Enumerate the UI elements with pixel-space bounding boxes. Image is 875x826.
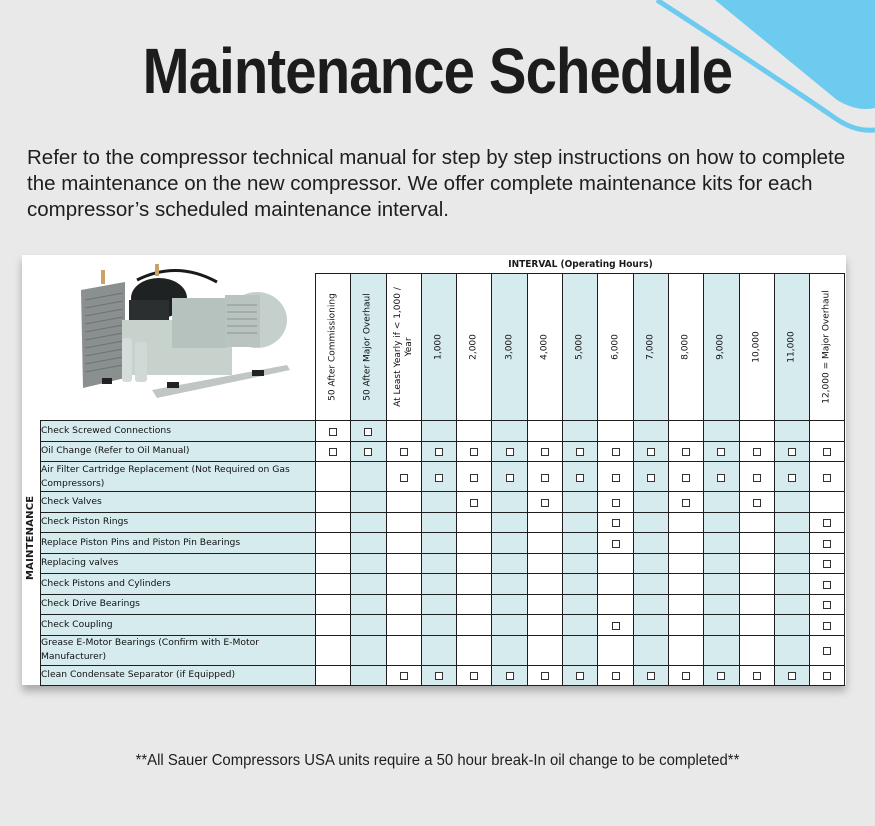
checkbox-icon[interactable] (400, 448, 408, 456)
checkbox-icon[interactable] (788, 474, 796, 482)
interval-cell (774, 462, 809, 492)
table-row (41, 594, 845, 615)
checkbox-icon[interactable] (612, 519, 620, 527)
interval-cell (351, 462, 386, 492)
interval-cell (633, 615, 668, 636)
interval-cell (386, 553, 421, 574)
interval-cell (527, 462, 562, 492)
interval-cell (668, 492, 703, 513)
interval-cell (316, 533, 351, 554)
interval-cell (421, 462, 456, 492)
checkbox-icon[interactable] (576, 672, 584, 680)
interval-cell (421, 421, 456, 442)
interval-cell (739, 615, 774, 636)
checkbox-icon[interactable] (612, 474, 620, 482)
interval-cell (563, 533, 598, 554)
interval-cell (527, 665, 562, 686)
col-header: 10,000 (739, 274, 774, 421)
checkbox-icon[interactable] (470, 499, 478, 507)
interval-cell (492, 533, 527, 554)
interval-cell (421, 574, 456, 595)
interval-cell (739, 512, 774, 533)
checkbox-icon[interactable] (682, 672, 690, 680)
checkbox-icon[interactable] (788, 448, 796, 456)
interval-cell (492, 512, 527, 533)
interval-cell (633, 553, 668, 574)
checkbox-icon[interactable] (823, 474, 831, 482)
maintenance-grid (40, 273, 845, 686)
header-corner (41, 274, 316, 421)
interval-header: INTERVAL (Operating Hours) (508, 259, 653, 270)
interval-cell (668, 635, 703, 665)
interval-cell (739, 462, 774, 492)
column-header-row (41, 274, 845, 421)
interval-cell (563, 421, 598, 442)
interval-cell (386, 512, 421, 533)
interval-cell (457, 665, 492, 686)
interval-cell (704, 492, 739, 513)
interval-cell (492, 553, 527, 574)
interval-cell (351, 421, 386, 442)
interval-cell (668, 665, 703, 686)
interval-cell (810, 492, 845, 513)
interval-cell (457, 533, 492, 554)
col-header: 5,000 (563, 274, 598, 421)
interval-cell (563, 553, 598, 574)
interval-cell (633, 574, 668, 595)
table-row (41, 492, 845, 513)
checkbox-icon[interactable] (823, 519, 831, 527)
checkbox-icon[interactable] (541, 499, 549, 507)
checkbox-icon[interactable] (506, 474, 514, 482)
checkbox-icon[interactable] (506, 448, 514, 456)
interval-cell (316, 492, 351, 513)
interval-cell (386, 421, 421, 442)
interval-cell (668, 574, 703, 595)
interval-cell (598, 533, 633, 554)
checkbox-icon[interactable] (470, 448, 478, 456)
interval-cell (704, 553, 739, 574)
col-header: 1,000 (421, 274, 456, 421)
interval-cell (774, 492, 809, 513)
interval-cell (421, 441, 456, 462)
task-label: Oil Change (Refer to Oil Manual) (41, 441, 316, 462)
interval-cell (668, 615, 703, 636)
interval-cell (492, 462, 527, 492)
col-header: 50 After Major Overhaul (351, 274, 386, 421)
interval-cell (739, 421, 774, 442)
interval-cell (386, 462, 421, 492)
table-row (41, 635, 845, 665)
interval-cell (704, 441, 739, 462)
interval-cell (457, 635, 492, 665)
interval-cell (527, 615, 562, 636)
interval-cell (421, 512, 456, 533)
checkbox-icon[interactable] (329, 448, 337, 456)
interval-cell (316, 594, 351, 615)
interval-cell (633, 594, 668, 615)
table-row (41, 462, 845, 492)
interval-cell (668, 594, 703, 615)
interval-cell (739, 553, 774, 574)
interval-cell (774, 553, 809, 574)
interval-cell (527, 553, 562, 574)
interval-cell (421, 533, 456, 554)
interval-cell (316, 462, 351, 492)
task-label: Grease E-Motor Bearings (Confirm with E-Motor Manufacturer) (41, 635, 316, 665)
interval-cell (810, 615, 845, 636)
interval-cell (774, 574, 809, 595)
checkbox-icon[interactable] (470, 672, 478, 680)
interval-cell (527, 635, 562, 665)
checkbox-icon[interactable] (682, 499, 690, 507)
col-header: 50 After Commissioning (316, 274, 351, 421)
interval-cell (633, 492, 668, 513)
checkbox-icon[interactable] (823, 647, 831, 655)
checkbox-icon[interactable] (823, 622, 831, 630)
checkbox-icon[interactable] (682, 474, 690, 482)
interval-cell (316, 574, 351, 595)
interval-cell (810, 594, 845, 615)
checkbox-icon[interactable] (329, 428, 337, 436)
interval-cell (739, 533, 774, 554)
interval-cell (421, 594, 456, 615)
interval-cell (527, 574, 562, 595)
checkbox-icon[interactable] (823, 448, 831, 456)
interval-cell (492, 492, 527, 513)
interval-cell (598, 574, 633, 595)
task-label: Clean Condensate Separator (if Equipped) (41, 665, 316, 686)
checkbox-icon[interactable] (576, 448, 584, 456)
interval-cell (492, 594, 527, 615)
checkbox-icon[interactable] (435, 672, 443, 680)
checkbox-icon[interactable] (541, 448, 549, 456)
interval-cell (386, 574, 421, 595)
interval-cell (774, 533, 809, 554)
interval-cell (351, 574, 386, 595)
interval-cell (386, 492, 421, 513)
maintenance-rows (41, 421, 845, 686)
interval-cell (668, 533, 703, 554)
task-label: Check Screwed Connections (41, 421, 316, 442)
checkbox-icon[interactable] (753, 499, 761, 507)
interval-cell (633, 512, 668, 533)
interval-cell (457, 421, 492, 442)
checkbox-icon[interactable] (612, 672, 620, 680)
checkbox-icon[interactable] (647, 672, 655, 680)
col-header: 12,000 = Major Overhaul (810, 274, 845, 421)
interval-cell (563, 665, 598, 686)
interval-cell (704, 615, 739, 636)
interval-cell (316, 615, 351, 636)
interval-cell (774, 594, 809, 615)
interval-cell (386, 594, 421, 615)
interval-cell (421, 492, 456, 513)
interval-cell (316, 512, 351, 533)
interval-cell (457, 553, 492, 574)
checkbox-icon[interactable] (788, 672, 796, 680)
checkbox-icon[interactable] (506, 672, 514, 680)
interval-cell (598, 665, 633, 686)
checkbox-icon[interactable] (717, 474, 725, 482)
checkbox-icon[interactable] (612, 540, 620, 548)
checkbox-icon[interactable] (823, 560, 831, 568)
interval-cell (351, 615, 386, 636)
interval-cell (810, 553, 845, 574)
interval-cell (386, 615, 421, 636)
interval-cell (563, 441, 598, 462)
interval-cell (774, 512, 809, 533)
interval-cell (739, 574, 774, 595)
interval-cell (633, 533, 668, 554)
interval-cell (492, 665, 527, 686)
checkbox-icon[interactable] (823, 581, 831, 589)
interval-cell (668, 462, 703, 492)
task-label: Check Drive Bearings (41, 594, 316, 615)
interval-cell (739, 635, 774, 665)
interval-cell (457, 574, 492, 595)
interval-cell (774, 441, 809, 462)
interval-cell (386, 665, 421, 686)
interval-cell (421, 553, 456, 574)
interval-cell (739, 665, 774, 686)
interval-cell (563, 462, 598, 492)
interval-cell (492, 574, 527, 595)
interval-cell (527, 533, 562, 554)
interval-cell (386, 635, 421, 665)
task-label: Replacing valves (41, 553, 316, 574)
interval-cell (598, 462, 633, 492)
interval-cell (457, 512, 492, 533)
interval-cell (351, 512, 386, 533)
interval-cell (563, 635, 598, 665)
interval-cell (351, 492, 386, 513)
task-label: Check Piston Rings (41, 512, 316, 533)
checkbox-icon[interactable] (541, 474, 549, 482)
task-label: Air Filter Cartridge Replacement (Not Required on Gas Compressors) (41, 462, 316, 492)
interval-cell (421, 665, 456, 686)
checkbox-icon[interactable] (612, 622, 620, 630)
checkbox-icon[interactable] (717, 448, 725, 456)
interval-cell (527, 594, 562, 615)
interval-cell (351, 553, 386, 574)
interval-cell (739, 492, 774, 513)
interval-cell (810, 665, 845, 686)
interval-cell (810, 635, 845, 665)
interval-cell (351, 665, 386, 686)
interval-cell (386, 533, 421, 554)
interval-cell (563, 492, 598, 513)
interval-cell (633, 635, 668, 665)
interval-cell (598, 615, 633, 636)
interval-cell (598, 421, 633, 442)
interval-cell (598, 635, 633, 665)
checkbox-icon[interactable] (823, 601, 831, 609)
interval-cell (598, 441, 633, 462)
interval-cell (704, 533, 739, 554)
checkbox-icon[interactable] (647, 474, 655, 482)
col-header: At Least Yearly if < 1,000 / Year (386, 274, 421, 421)
checkbox-icon[interactable] (400, 474, 408, 482)
checkbox-icon[interactable] (823, 672, 831, 680)
interval-cell (633, 421, 668, 442)
table-row (41, 553, 845, 574)
interval-cell (704, 512, 739, 533)
interval-cell (492, 421, 527, 442)
intro-paragraph: Refer to the compressor technical manual for step by step instructions on how to complete the maintenance on the new compressor. We offer complete maintenance kits for each compressor’s scheduled maintenance interval. (27, 146, 846, 221)
interval-cell (492, 615, 527, 636)
table-row (41, 421, 845, 442)
interval-cell (351, 594, 386, 615)
checkbox-icon[interactable] (612, 448, 620, 456)
col-header: 8,000 (668, 274, 703, 421)
interval-cell (810, 512, 845, 533)
col-header: 11,000 (774, 274, 809, 421)
table-row (41, 533, 845, 554)
checkbox-icon[interactable] (823, 540, 831, 548)
interval-cell (598, 492, 633, 513)
task-label: Check Valves (41, 492, 316, 513)
interval-cell (633, 441, 668, 462)
interval-cell (316, 553, 351, 574)
table-row (41, 665, 845, 686)
interval-cell (739, 594, 774, 615)
interval-cell (704, 665, 739, 686)
interval-cell (633, 462, 668, 492)
interval-cell (668, 441, 703, 462)
task-label: Check Pistons and Cylinders (41, 574, 316, 595)
table-row (41, 615, 845, 636)
interval-cell (739, 441, 774, 462)
interval-cell (457, 594, 492, 615)
table-row (41, 512, 845, 533)
interval-cell (421, 635, 456, 665)
checkbox-icon[interactable] (576, 474, 584, 482)
interval-cell (563, 574, 598, 595)
interval-cell (457, 462, 492, 492)
interval-cell (668, 553, 703, 574)
interval-cell (316, 421, 351, 442)
interval-cell (563, 594, 598, 615)
interval-cell (598, 512, 633, 533)
interval-cell (386, 441, 421, 462)
interval-cell (810, 441, 845, 462)
interval-cell (704, 421, 739, 442)
interval-cell (351, 441, 386, 462)
checkbox-icon[interactable] (753, 474, 761, 482)
checkbox-icon[interactable] (400, 672, 408, 680)
interval-cell (774, 665, 809, 686)
checkbox-icon[interactable] (435, 474, 443, 482)
interval-cell (704, 462, 739, 492)
checkbox-icon[interactable] (647, 448, 655, 456)
interval-cell (527, 492, 562, 513)
interval-cell (774, 421, 809, 442)
task-label: Check Coupling (41, 615, 316, 636)
interval-cell (492, 441, 527, 462)
interval-cell (774, 635, 809, 665)
interval-cell (351, 635, 386, 665)
interval-cell (563, 615, 598, 636)
interval-cell (774, 615, 809, 636)
interval-cell (704, 635, 739, 665)
interval-cell (704, 574, 739, 595)
interval-cell (457, 492, 492, 513)
checkbox-icon[interactable] (717, 672, 725, 680)
interval-cell (668, 512, 703, 533)
table-row (41, 441, 845, 462)
checkbox-icon[interactable] (753, 448, 761, 456)
interval-cell (527, 512, 562, 533)
interval-cell (810, 421, 845, 442)
interval-cell (633, 665, 668, 686)
interval-cell (457, 441, 492, 462)
maintenance-table-panel (22, 255, 846, 685)
maintenance-side-label: MAINTENANCE (25, 495, 36, 580)
interval-cell (527, 441, 562, 462)
interval-cell (316, 441, 351, 462)
checkbox-icon[interactable] (682, 448, 690, 456)
interval-cell (316, 665, 351, 686)
footnote: **All Sauer Compressors USA units require a 50 hour break-In oil change to be completed** (135, 752, 740, 769)
col-header: 2,000 (457, 274, 492, 421)
checkbox-icon[interactable] (541, 672, 549, 680)
checkbox-icon[interactable] (612, 499, 620, 507)
interval-cell (527, 421, 562, 442)
checkbox-icon[interactable] (753, 672, 761, 680)
interval-cell (704, 594, 739, 615)
col-header: 3,000 (492, 274, 527, 421)
task-label: Replace Piston Pins and Piston Pin Bearings (41, 533, 316, 554)
interval-cell (563, 512, 598, 533)
interval-cell (492, 635, 527, 665)
interval-cell (598, 553, 633, 574)
col-header: 9,000 (704, 274, 739, 421)
col-header: 4,000 (527, 274, 562, 421)
page-title: Maintenance Schedule (142, 35, 733, 107)
interval-cell (421, 615, 456, 636)
table-row (41, 574, 845, 595)
interval-cell (810, 462, 845, 492)
interval-cell (351, 533, 386, 554)
checkbox-icon[interactable] (364, 448, 372, 456)
interval-cell (457, 615, 492, 636)
interval-cell (316, 635, 351, 665)
checkbox-icon[interactable] (435, 448, 443, 456)
interval-cell (668, 421, 703, 442)
checkbox-icon[interactable] (470, 474, 478, 482)
checkbox-icon[interactable] (364, 428, 372, 436)
interval-cell (598, 594, 633, 615)
interval-cell (810, 574, 845, 595)
col-header: 7,000 (633, 274, 668, 421)
col-header: 6,000 (598, 274, 633, 421)
interval-cell (810, 533, 845, 554)
